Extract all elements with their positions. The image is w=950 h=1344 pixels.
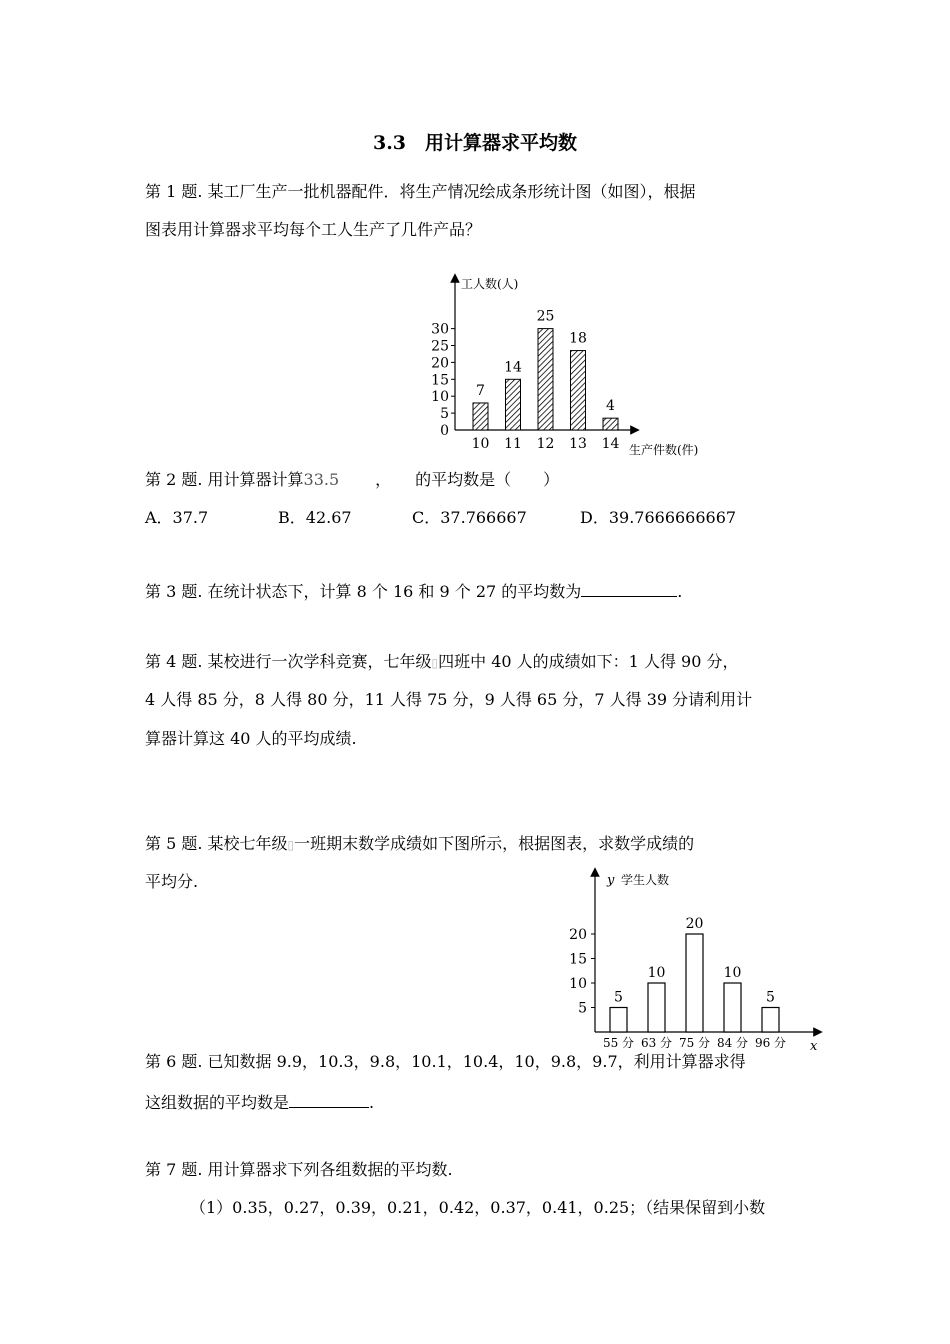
- x-tick-label: 55 分: [602, 1036, 635, 1050]
- q7-line2: （1）0.35，0.27，0.39，0.21，0.42，0.37，0.41，0.25；（结果保留到小数: [190, 1198, 766, 1217]
- y-axis-label: 学生人数: [621, 873, 670, 887]
- bar-value-label: 18: [569, 330, 587, 347]
- q2-option-d[interactable]: D．39.7666666667: [580, 508, 737, 527]
- y-tick-label: 5: [578, 1000, 587, 1017]
- bar-value-label: 4: [606, 398, 615, 415]
- x-tick-label: 84 分: [716, 1036, 749, 1050]
- y-tick-label: 5: [440, 406, 449, 423]
- q6-line2: [145, 1091, 374, 1113]
- q2-comma: ，: [375, 470, 392, 489]
- y-tick-label: 25: [431, 338, 449, 355]
- q4-line1-a: 第 4 题. 某校进行一次学科竞赛，七年级: [145, 652, 432, 671]
- x-tick-label: 63 分: [640, 1036, 673, 1050]
- bar-value-label: 25: [536, 308, 555, 325]
- y-axis-label: 工人数(人): [461, 277, 519, 291]
- q6-end: .: [369, 1093, 375, 1112]
- q4-line1-b: 四班中 40 人的成绩如下：1 人得 90 分，: [438, 652, 739, 671]
- q3-line: [145, 580, 682, 602]
- bar: [571, 351, 586, 430]
- y-axis-symbol: y: [607, 873, 615, 888]
- bar-value-label: 10: [647, 965, 666, 981]
- q6-answer-blank[interactable]: [289, 1091, 369, 1108]
- x-tick-label: 10: [471, 436, 490, 452]
- x-tick-label: 96 分: [754, 1036, 787, 1050]
- bar-value-label: 10: [723, 965, 742, 981]
- q2-text-a: 第 2 题. 用计算器计算: [145, 470, 304, 489]
- q4-line1: 第 4 题. 某校进行一次学科竞赛，七年级▯四班中 40 人的成绩如下：1 人得 90 分，: [145, 652, 739, 671]
- x-axis-label: x: [810, 1039, 818, 1052]
- bar: [648, 983, 665, 1032]
- bar-value-label: 5: [614, 989, 623, 1006]
- bar: [724, 983, 741, 1032]
- x-tick-label: 13: [569, 436, 587, 452]
- x-tick-label: 75 分: [678, 1036, 711, 1050]
- q3-text: 第 3 题. 在统计状态下，计算 8 个 16 和 9 个 27 的平均数为: [145, 582, 582, 601]
- bar: [473, 403, 488, 430]
- q7-line1: 第 7 题. 用计算器求下列各组数据的平均数.: [145, 1160, 453, 1179]
- page-title: 3.3 用计算器求平均数: [372, 132, 578, 154]
- x-axis-label: 生产件数(件): [629, 443, 699, 457]
- bar-value-label: 7: [476, 382, 485, 399]
- q5-line1-b: 一班期末数学成绩如下图所示，根据图表，求数学成绩的: [294, 834, 695, 853]
- bar: [686, 934, 703, 1032]
- q1-line1: 第 1 题. 某工厂生产一批机器配件．将生产情况绘成条形统计图（如图），根据: [145, 182, 696, 201]
- q6-line1: 第 6 题. 已知数据 9.9，10.3，9.8，10.1，10.4，10，9.8，9.7，利用计算器求得: [145, 1052, 746, 1071]
- bar: [603, 418, 618, 430]
- y-tick-label: 20: [431, 355, 449, 372]
- bar: [538, 329, 553, 430]
- q2-option-a[interactable]: A．37.7: [145, 508, 209, 527]
- y-tick-label: 30: [431, 321, 449, 338]
- q6-text: 这组数据的平均数是: [145, 1093, 290, 1112]
- y-tick-label: 15: [431, 372, 449, 389]
- q1-line2: 图表用计算器求平均每个工人生产了几件产品？: [145, 220, 482, 239]
- bar-value-label: 14: [504, 359, 522, 376]
- bar: [506, 379, 521, 430]
- q4-line3: 算器计算这 40 人的平均成绩.: [145, 729, 357, 748]
- bar-value-label: 20: [685, 916, 704, 932]
- q2-text-b: 的平均数是（ ）: [415, 470, 560, 489]
- q2-val1: 33.5: [303, 470, 340, 489]
- x-tick-label: 11: [504, 436, 522, 452]
- bar-value-label: 5: [766, 989, 775, 1006]
- q5-line1-a: 第 5 题. 某校七年级: [145, 834, 288, 853]
- q2-stem: [145, 470, 559, 490]
- q4-line2: 4 人得 85 分，8 人得 80 分，11 人得 75 分，9 人得 65 分，7 人得 39 分请利用计: [145, 690, 753, 709]
- bar: [610, 1008, 627, 1033]
- q2-option-b[interactable]: B．42.67: [278, 508, 352, 527]
- q3-end: .: [677, 582, 683, 601]
- x-tick-label: 14: [601, 436, 620, 452]
- y-tick-label: 10: [569, 976, 587, 992]
- y-tick-label: 15: [569, 951, 587, 968]
- y-tick-label: 0: [440, 423, 449, 439]
- y-tick-label: 20: [569, 927, 587, 943]
- q1-bar-chart: [420, 270, 730, 460]
- q3-answer-blank[interactable]: [581, 580, 677, 597]
- y-tick-label: 10: [431, 389, 449, 406]
- bar: [762, 1008, 779, 1033]
- q5-line2: 平均分.: [145, 872, 199, 891]
- q5-line1: 第 5 题. 某校七年级▯一班期末数学成绩如下图所示，根据图表，求数学成绩的: [145, 834, 695, 853]
- q5-bar-chart: [560, 866, 830, 1052]
- x-tick-label: 12: [536, 436, 555, 452]
- q2-option-c[interactable]: C．37.766667: [412, 508, 527, 527]
